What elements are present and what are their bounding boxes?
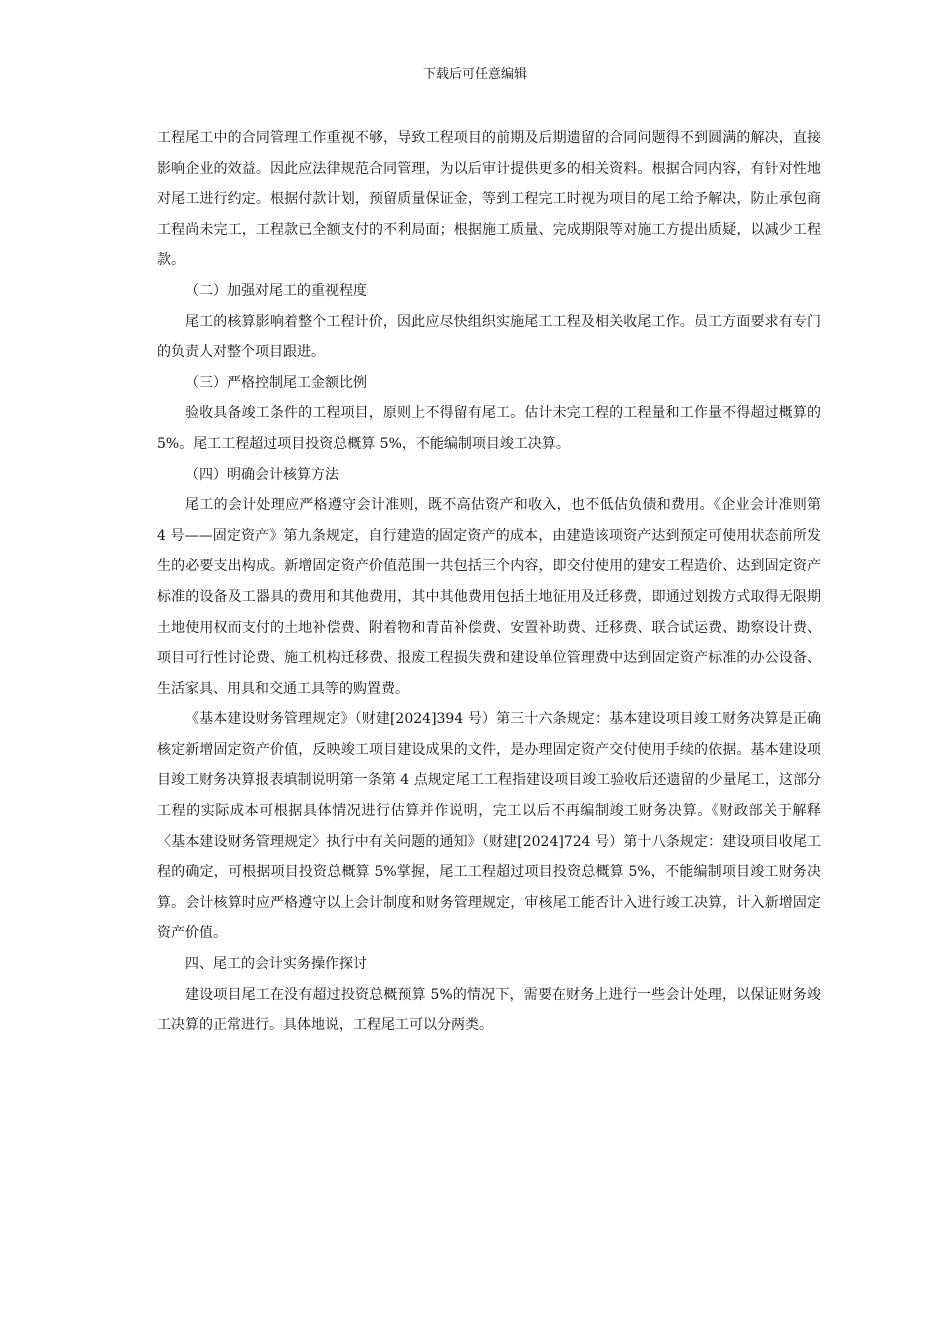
paragraph-accounting-method: 尾工的会计处理应严格遵守会计准则，既不高估资产和收入，也不低估负债和费用。《企业会计准则第 4 号——固定资产》第九条规定，自行建造的固定资产的成本，由建造该项资产达到预定可使用状态前所发生的必要支出构成。新增固定资产价值范围一共包括三个内容，即交付使用的建安工程造价、达到固定资产标准的设备及工器具的费用和其他费用，其中其他费用包括土地征用及迁移费，即通过划拨方式取得无限期土地使用权而支付的土地补偿费、附着物和青苗补偿费、安置补助费、迁移费、联合试运费、勘察设计费、项目可行性讨论费、施工机构迁移费、报废工程损失费和建设单位管理费中达到固定资产标准的办公设备、生活家具、用具和交通工具等的购置费。	[157, 497, 821, 697]
document-body	[157, 123, 821, 1041]
section-heading-2: （二）加强对尾工的重视程度	[185, 282, 367, 299]
paragraph-ratio-control: 验收具备竣工条件的工程项目，原则上不得留有尾工。估计未完工程的工程量和工作量不得超过概算的 5%。尾工工程超过项目投资总概算 5%，不能编制项目竣工决算。	[157, 405, 821, 452]
section-heading-3: （三）严格控制尾工金额比例	[185, 374, 367, 391]
paragraph-attention: 尾工的核算影响着整个工程计价，因此应尽快组织实施尾工工程及相关收尾工作。员工方面要求有专门的负责人对整个项目跟进。	[157, 313, 821, 361]
page-header: 下载后可任意编辑	[422, 67, 527, 82]
paragraph-practice: 建设项目尾工在没有超过投资总概预算 5%的情况下，需要在财务上进行一些会计处理，以保证财务竣工决算的正常进行。具体地说，工程尾工可以分两类。	[157, 986, 821, 1034]
chapter-heading-4: 四、尾工的会计实务操作探讨	[185, 956, 367, 973]
paragraph-contract-management: 工程尾工中的合同管理工作重视不够，导致工程项目的前期及后期遗留的合同问题得不到圆满的解决，直接影响企业的效益。因此应法律规范合同管理，为以后审计提供更多的相关资料。根据合同内容，有针对性地对尾工进行约定。根据付款计划，预留质量保证金，等到工程完工时视为项目的尾工给予解决，防止承包商工程尚未完工，工程款已全额支付的不利局面；根据施工质量、完成期限等对施工方提出质疑，以减少工程款。	[157, 130, 821, 269]
paragraph-regulations: 《基本建设财务管理规定》（财建[2024]394 号）第三十六条规定：基本建设项目竣工财务决算是正确核定新增固定资产价值，反映竣工项目建设成果的文件，是办理固定资产交付使用手续的依据。基本建设项目竣工财务决算报表填制说明第一条第 4 点规定尾工工程指建设项目竣工验收后还遗留的少量尾工，这部分工程的实际成本可根据具体情况进行估算并作说明，完工以后不再编制竣工财务决算。《财政部关于解释〈基本建设财务管理规定〉执行中有关问题的通知》（财建[2024]724 号）第十八条规定：建设项目收尾工程的确定，可根据项目投资总概算 5%掌握，尾工工程超过项目投资总概算 5%，不能编制项目竣工财务决算。会计核算时应严格遵守以上会计制度和财务管理规定，审核尾工能否计入进行竣工决算，计入新增固定资产价值。	[157, 711, 821, 942]
section-heading-4: （四）明确会计核算方法	[185, 466, 339, 483]
